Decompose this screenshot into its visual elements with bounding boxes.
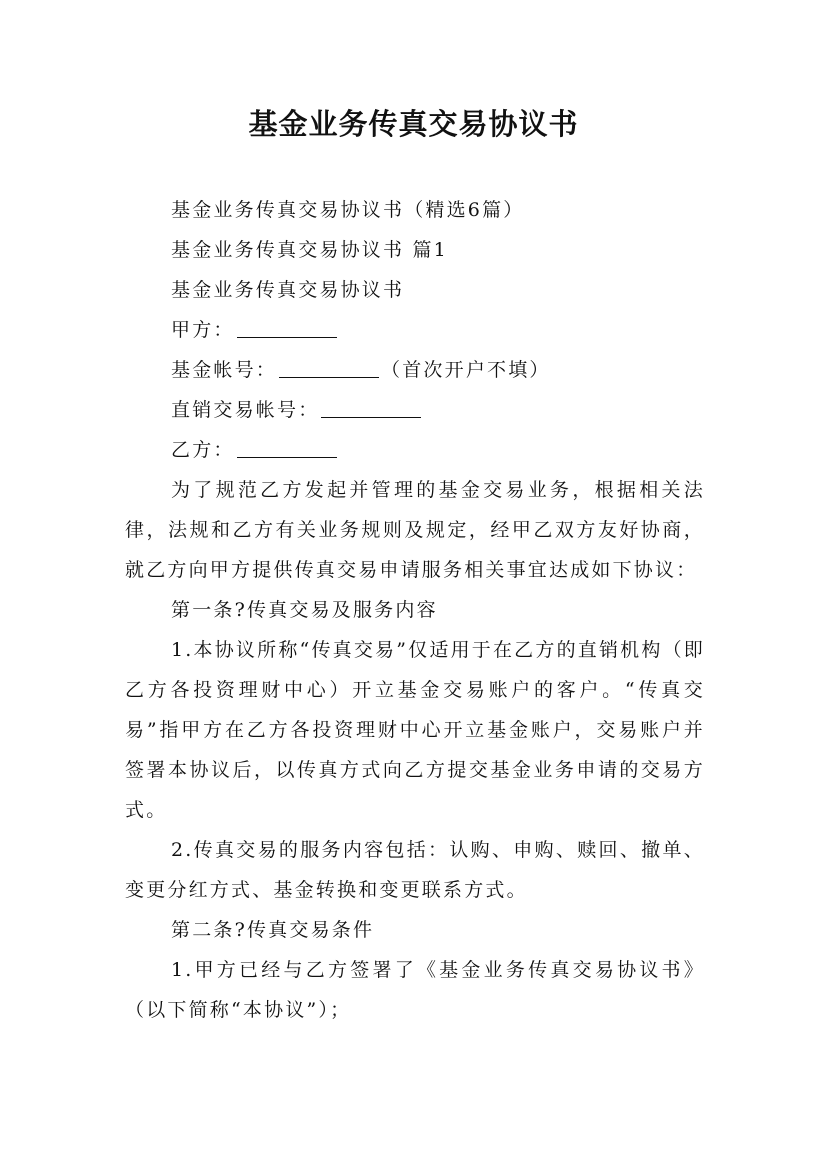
chapter-heading: 基金业务传真交易协议书 篇1 [171, 239, 448, 261]
party-a-blank [237, 319, 337, 338]
article-1-item-1: 1.本协议所称“传真交易”仅适用于在乙方的直销机构（即乙方各投资理财中心）开立基金交易账户的客户。“传真交易”指甲方在乙方各投资理财中心开立基金账户，交易账户并签署本协议后，以传真方式向乙方提交基金业务申请的交易方式。 [125, 639, 705, 821]
fund-account-blank [279, 359, 379, 378]
direct-account-label: 直销交易帐号： [171, 399, 320, 421]
party-b-blank [237, 439, 337, 458]
agreement-heading: 基金业务传真交易协议书 [171, 279, 405, 301]
direct-account-blank [321, 399, 421, 418]
party-a-row [125, 310, 705, 350]
fund-account-label: 基金帐号： [171, 359, 278, 381]
document-subtitle: 基金业务传真交易协议书（精选6篇） [171, 199, 525, 221]
fund-account-note: （首次开户不填） [381, 359, 551, 381]
direct-account-row [125, 390, 705, 430]
document-title: 基金业务传真交易协议书 [248, 107, 579, 141]
article-1-title: 第一条?传真交易及服务内容 [171, 599, 438, 621]
article-2-title: 第二条?传真交易条件 [171, 919, 375, 941]
intro-paragraph: 为了规范乙方发起并管理的基金交易业务，根据相关法律，法规和乙方有关业务规则及规定，经甲乙双方友好协商，就乙方向甲方提供传真交易申请服务相关事宜达成如下协议： [125, 479, 705, 581]
party-b-row [125, 430, 705, 470]
party-b-label: 乙方： [171, 439, 235, 461]
article-1-item-2: 2.传真交易的服务内容包括：认购、申购、赎回、撤单、变更分红方式、基金转换和变更联系方式。 [125, 839, 705, 901]
document-body [125, 190, 705, 1030]
article-2-item-1: 1.甲方已经与乙方签署了《基金业务传真交易协议书》（以下简称“本协议”）； [125, 959, 705, 1021]
fund-account-row [125, 350, 705, 390]
party-a-label: 甲方： [171, 319, 235, 341]
